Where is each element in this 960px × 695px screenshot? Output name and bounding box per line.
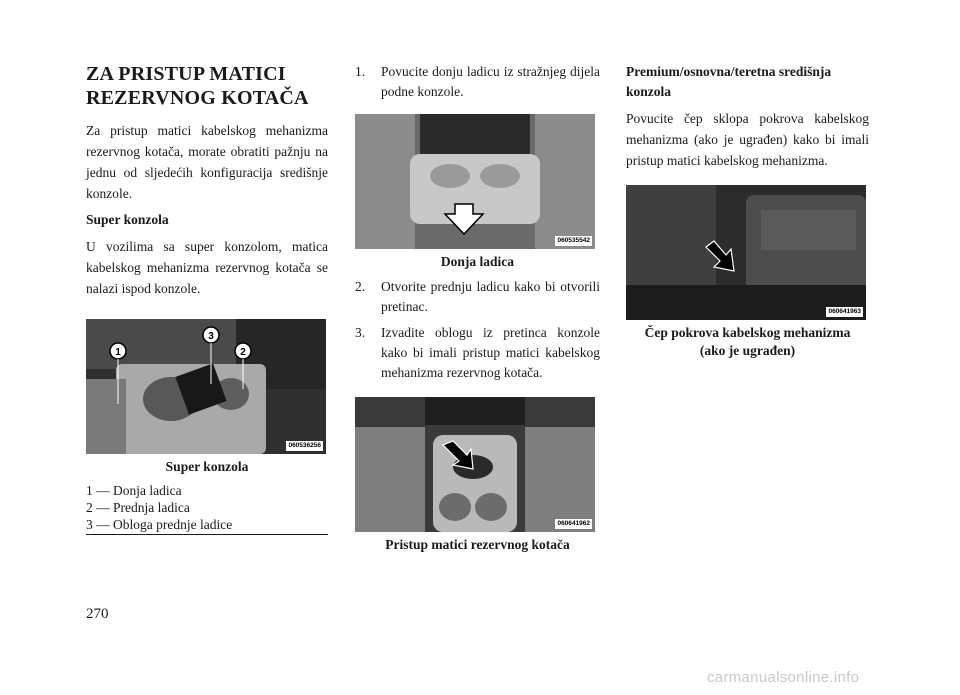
super-console-caption: Super konzola [165,459,249,474]
watermark: carmanualsonline.info [707,669,860,686]
cable-cover-caption: Čep pokrova kabelskog mehanizma (ako je ugrađen) [644,325,851,358]
callout-2: 2 [240,347,246,358]
legend-item: 1 — Donja ladica [86,483,182,498]
cable-cover-plug-photo [626,185,866,320]
lower-drawer-photo [355,114,595,249]
legend-item: 2 — Prednja ladica [86,500,190,515]
super-console-paragraph: U vozilima sa super konzolom, matica kabelskog mehanizma rezervnog kotača se nalazi ispod konzole. [86,239,328,296]
step-2: 2. Otvorite prednju ladicu kako bi otvorili pretinac. [355,279,600,314]
premium-console-paragraph: Povucite čep sklopa pokrova kabelskog mehanizma (ako je ugrađen) kako bi imali pristup matici kabelskog mehanizma. [626,111,869,168]
column-2 [355,62,600,560]
console-illustration [86,319,326,454]
callout-3: 3 [208,331,214,342]
callout-1: 1 [115,347,121,358]
legend-item: 3 — Obloga prednje ladice [86,517,233,532]
intro-paragraph: Za pristup matici kabelskog mehanizma rezervnog kotača, morate obratiti pažnju na jednu od sljedećih konfiguracija središnje konzole. [86,123,328,201]
nut-access-caption: Pristup matici rezervnog kotača [385,537,570,552]
step-1: 1. Povucite donju ladicu iz stražnjeg dijela podne konzole. [355,64,600,99]
callout-legend [86,482,328,535]
lower-drawer-caption: Donja ladica [440,254,515,269]
section-heading: ZA PRISTUP MATICI REZERVNOG KOTAČA [86,63,309,109]
page-number: 270 [86,606,109,622]
column-3 [626,62,869,366]
image-code: 060536256 [288,442,321,449]
legend-divider [86,534,328,535]
step-3: 3. Izvadite oblogu iz pretinca konzole kako bi imali pristup matici kabelskog mehanizma rezervnog kotača. [355,325,600,380]
nut-access-illustration [355,397,595,532]
spare-nut-access-photo [355,397,595,532]
image-code: 060641962 [557,520,590,527]
image-code: 060641963 [828,308,861,315]
image-code: 060535542 [557,237,590,244]
super-console-heading: Super konzola [86,212,169,227]
premium-console-heading: Premium/osnovna/teretna središnja konzola [626,64,832,99]
column-1 [86,62,328,535]
super-console-photo [86,319,326,454]
floor-illustration [626,185,866,320]
drawer-illustration [355,114,595,249]
